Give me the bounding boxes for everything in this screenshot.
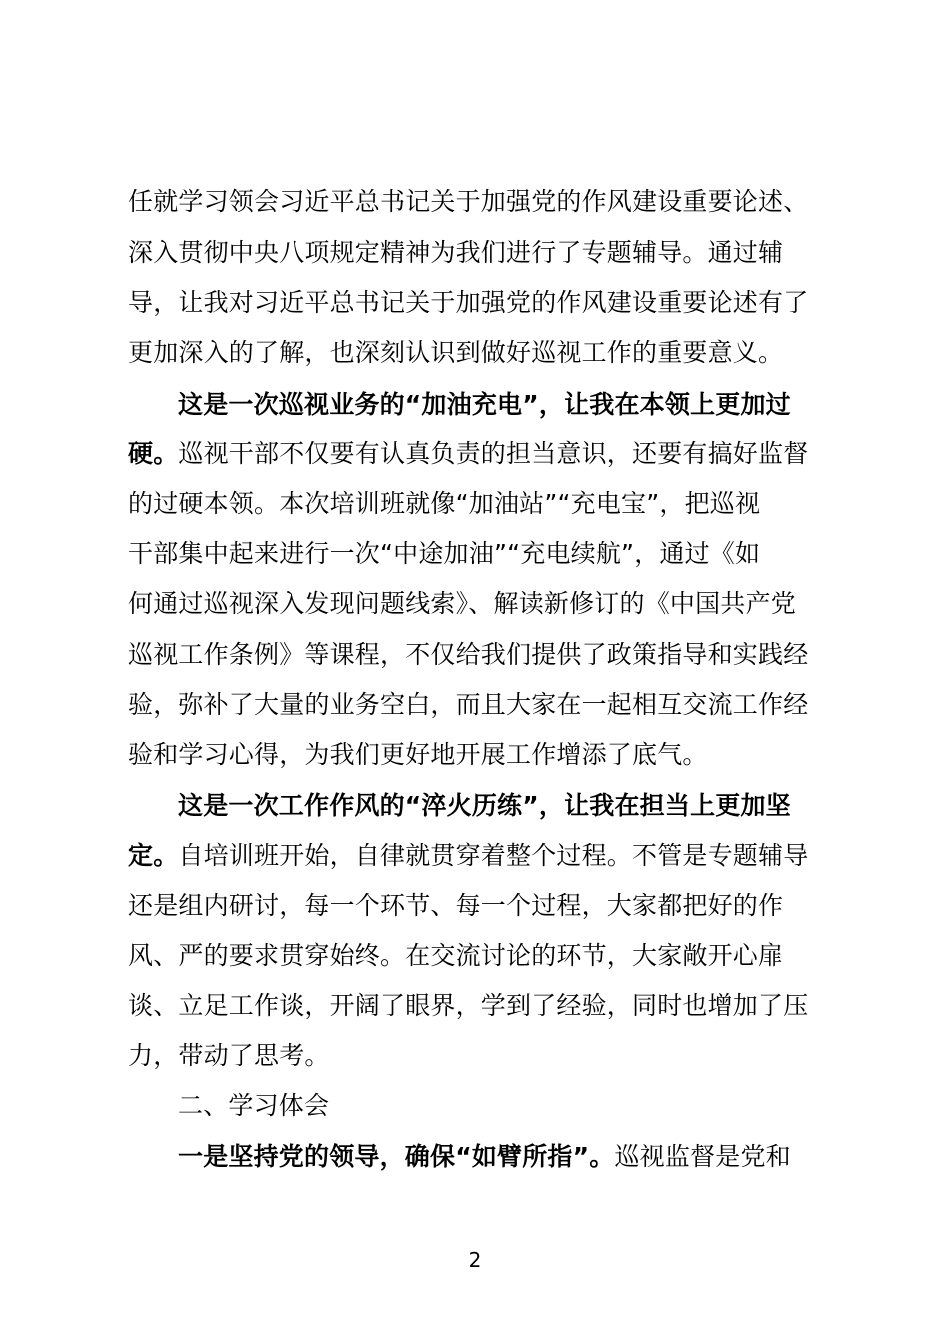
text-line: 更加深入的了解，也深刻认识到做好巡视工作的重要意义。	[128, 338, 784, 367]
text-line: 深入贯彻中央八项规定精神为我们进行了专题辅导。通过辅	[128, 238, 784, 267]
paragraph-heading-end: 定。	[128, 841, 179, 870]
text-line: 何通过巡视深入发现问题线索》、解读新修订的《中国共产党	[128, 589, 796, 618]
text-line: 还是组内研讨，每一个环节、每一个过程，大家都把好的作	[128, 891, 784, 920]
text-line	[128, 434, 808, 474]
paragraph-heading: 这是一次工作作风的“淬火历练”，让我在担当上更加坚	[178, 791, 791, 820]
section-title: 二、学习体会	[178, 1091, 330, 1120]
text-span: 巡视干部不仅要有认真负责的担当意识，还要有搞好监督	[178, 439, 809, 468]
text-line: 干部集中起来进行一次“中途加油”“充电续航”，通过《如	[128, 539, 761, 568]
text-span: 自培训班开始，自律就贯穿着整个过程。不管是专题辅导	[178, 841, 809, 870]
paragraph-heading: 一是坚持党的领导，确保“如臂所指”。	[178, 1142, 615, 1171]
text-line: 风、严的要求贯穿始终。在交流讨论的环节，大家敞开心扉	[128, 941, 784, 970]
paragraph-heading-end: 硬。	[128, 439, 179, 468]
paragraph-leadership	[178, 1137, 791, 1177]
text-line: 力，带动了思考。	[128, 1041, 330, 1070]
text-line: 验，弥补了大量的业务空白，而且大家在一起相互交流工作经	[128, 690, 809, 719]
text-line	[128, 836, 808, 876]
text-line: 的过硬本领。本次培训班就像“加油站”“充电宝”，把巡视	[128, 489, 761, 518]
text-line: 导，让我对习近平总书记关于加强党的作风建设重要论述有了	[128, 288, 809, 317]
page-number: 2	[468, 1248, 482, 1272]
text-line: 任就学习领会习近平总书记关于加强党的作风建设重要论述、	[128, 187, 809, 216]
text-line: 谈、立足工作谈，开阔了眼界，学到了经验，同时也增加了压	[128, 991, 809, 1020]
text-line: 验和学习心得，为我们更好地开展工作增添了底气。	[128, 740, 708, 769]
paragraph-heading: 这是一次巡视业务的“加油充电”，让我在本领上更加过	[178, 390, 791, 419]
text-line: 巡视工作条例》等课程，不仅给我们提供了政策指导和实践经	[128, 640, 809, 669]
text-span: 巡视监督是党和	[614, 1142, 791, 1171]
